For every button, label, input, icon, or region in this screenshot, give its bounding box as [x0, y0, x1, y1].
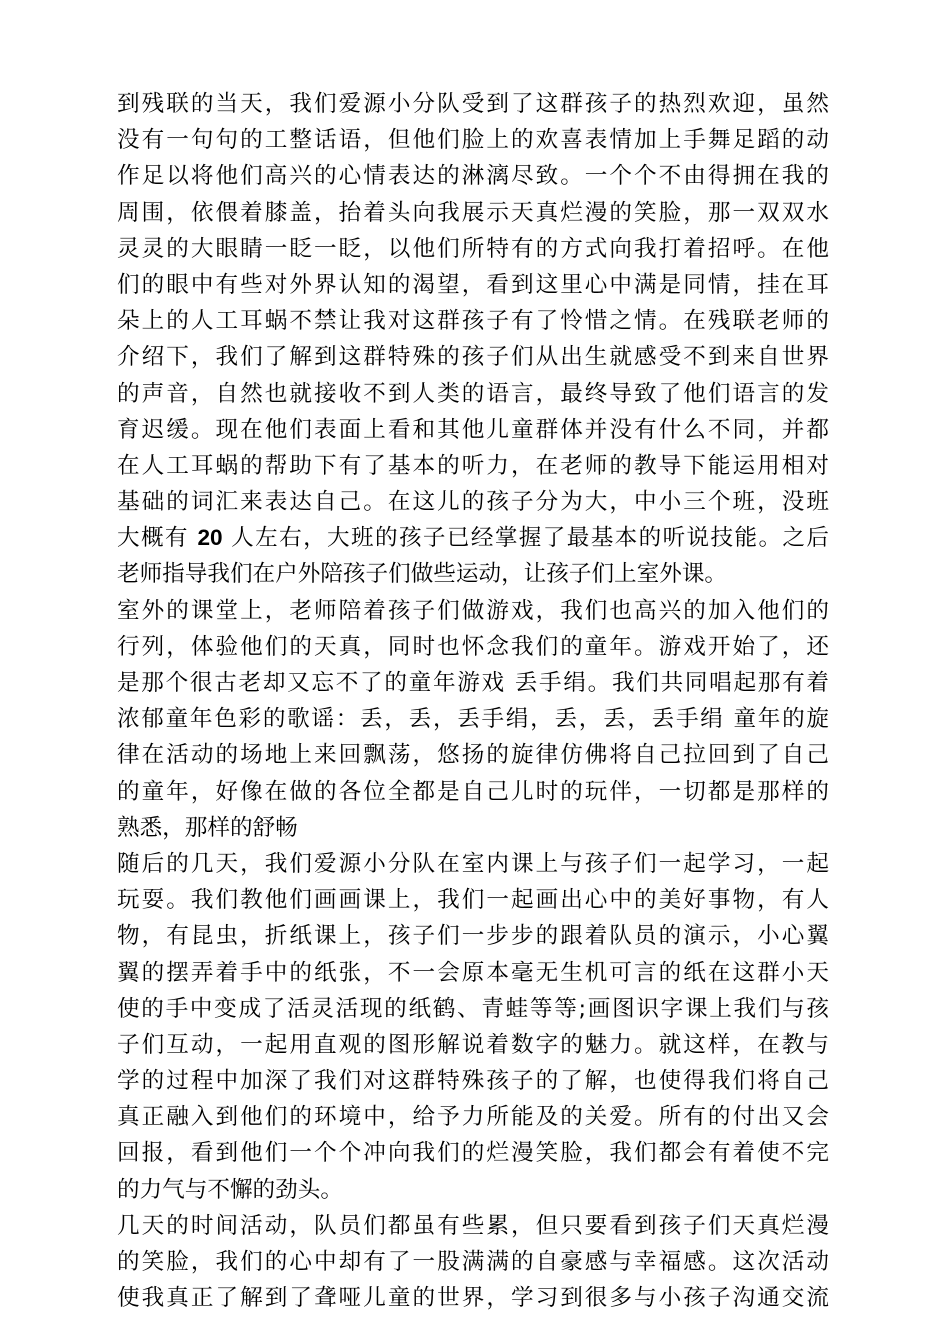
text-line: 玩耍。我们教他们画画课上，我们一起画出心中的美好事物，有人 — [117, 887, 829, 914]
text-line: 随后的几天，我们爱源小分队在室内课上与孩子们一起学习，一起 — [117, 850, 829, 877]
text-line: 使的手中变成了活灵活现的纸鹤、青蛙等等;画图识字课上我们与孩 — [117, 995, 829, 1022]
text-line: 的力气与不懈的劲头。 — [117, 1176, 343, 1203]
text-line: 介绍下，我们了解到这群特殊的孩子们从出生就感受不到来自世界 — [117, 344, 829, 371]
text-line: 大概有 20 人左右，大班的孩子已经掌握了最基本的听说技能。之后 — [117, 525, 829, 552]
text-line: 学的过程中加深了我们对这群特殊孩子的了解，也使得我们将自己 — [117, 1068, 829, 1095]
text-line: 们的眼中有些对外界认知的渴望，看到这里心中满是同情，挂在耳 — [117, 271, 829, 298]
text-line: 律在活动的场地上来回飘荡，悠扬的旋律仿佛将自己拉回到了自己 — [117, 742, 829, 769]
text-line: 老师指导我们在户外陪孩子们做些运动，让孩子们上室外课。 — [117, 561, 728, 588]
text-line: 几天的时间活动，队员们都虽有些累，但只要看到孩子们天真烂漫 — [117, 1212, 829, 1239]
text-line: 的童年，好像在做的各位全都是自己儿时的玩伴，一切都是那样的 — [117, 778, 829, 805]
text-line: 回报，看到他们一个个冲向我们的烂漫笑脸，我们都会有着使不完 — [117, 1140, 829, 1167]
text-line: 真正融入到他们的环境中，给予力所能及的关爱。所有的付出又会 — [117, 1104, 829, 1131]
text-line: 是那个很古老却又忘不了的童年游戏 丢手绢。我们共同唱起那有着 — [117, 670, 829, 696]
text-line: 翼的摆弄着手中的纸张，不一会原本毫无生机可言的纸在这群小天 — [117, 959, 829, 986]
text-line: 在人工耳蜗的帮助下有了基本的听力，在老师的教导下能运用相对 — [117, 452, 829, 479]
text-line: 的声音，自然也就接收不到人类的语言，最终导致了他们语言的发 — [117, 380, 829, 407]
document-body-text — [117, 86, 829, 1316]
text-line: 室外的课堂上，老师陪着孩子们做游戏，我们也高兴的加入他们的 — [117, 597, 829, 624]
text-line: 熟悉，那样的舒畅 — [117, 814, 298, 841]
text-line: 浓郁童年色彩的歌谣：丢，丢，丢手绢，丢，丢，丢手绢 童年的旋 — [117, 706, 829, 733]
text-line: 朵上的人工耳蜗不禁让我对这群孩子有了怜惜之情。在残联老师的 — [117, 308, 829, 335]
text-line: 灵灵的大眼睛一眨一眨，以他们所特有的方式向我打着招呼。在他 — [117, 235, 829, 262]
text-line: 到残联的当天，我们爱源小分队受到了这群孩子的热烈欢迎，虽然 — [117, 91, 829, 117]
text-line: 周围，依偎着膝盖，抬着头向我展示天真烂漫的笑脸，那一双双水 — [117, 199, 829, 226]
bold-number: 20 — [197, 525, 223, 551]
text-line: 基础的词汇来表达自己。在这儿的孩子分为大，中小三个班，没班 — [117, 489, 829, 516]
text-line: 子们互动，一起用直观的图形解说着数字的魅力。就这样，在教与 — [117, 1031, 829, 1058]
text-line: 没有一句句的工整话语，但他们脸上的欢喜表情加上手舞足蹈的动 — [117, 127, 829, 154]
text-line: 的笑脸，我们的心中却有了一股满满的自豪感与幸福感。这次活动 — [117, 1249, 829, 1275]
text-line: 行列，体验他们的天真，同时也怀念我们的童年。游戏开始了，还 — [117, 633, 829, 660]
text-line: 作足以将他们高兴的心情表达的淋漓尽致。一个个不由得拥在我的 — [117, 163, 829, 190]
text-line: 育迟缓。现在他们表面上看和其他儿童群体并没有什么不同，并都 — [117, 416, 829, 443]
text-line: 物，有昆虫，折纸课上，孩子们一步步的跟着队员的演示，小心翼 — [117, 923, 829, 950]
text-line: 使我真正了解到了聋哑儿童的世界，学习到很多与小孩子沟通交流 — [117, 1285, 829, 1312]
